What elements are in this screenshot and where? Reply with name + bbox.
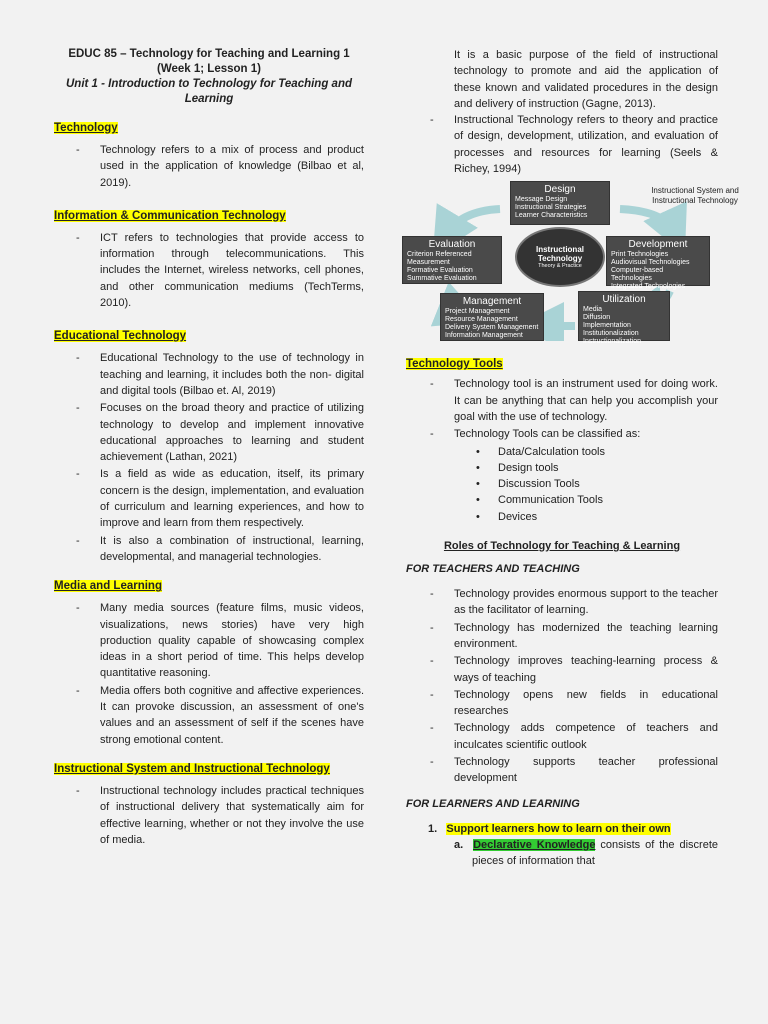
tools-list <box>406 376 718 442</box>
section-heading-technology: Technology <box>54 122 118 134</box>
teachers-list <box>406 586 718 787</box>
instructional-list <box>54 783 364 848</box>
evaluation-box: Evaluation Criterion Referenced Measurement Formative Evaluation Summative Evaluation <box>402 236 502 284</box>
technology-list <box>54 142 364 191</box>
teachers-heading: FOR TEACHERS AND TEACHING <box>406 563 580 576</box>
list-item: - It is also a combination of instructional, learning, developmental, and managerial technologies. <box>54 533 364 566</box>
list-item: - ICT refers to technologies that provide access to information through telecommunications. This includes the Internet, wireless networks, cell phones, and other communication mediums (TechTerms, 2010). <box>54 230 364 311</box>
intro-block <box>406 47 718 112</box>
media-list <box>54 600 364 748</box>
list-item: - Focuses on the broad theory and practice of utilizing technology to develop and implement innovative educational approaches to learning and student achievement (Lathan, 2021) <box>54 400 364 465</box>
list-item: - Technology provides enormous support to the teacher as the facilitator of learning. <box>406 586 718 619</box>
list-item: - Technology opens new fields in educational researches <box>406 687 718 720</box>
list-item: - Instructional Technology refers to theory and practice of design, development, utilization, and evaluation of processes and resources for learning (Seels & Richey, 1994) <box>406 112 718 177</box>
list-item: - Technology refers to a mix of process and product used in the application of knowledge (Bilbao et al, 2019). <box>54 142 364 191</box>
declarative-knowledge-term: Declarative Knowledge <box>473 838 596 851</box>
list-item: - Many media sources (feature films, music videos, visualizations, news stories) have very high production quality capable of showcasing complex ideas in a short period of time. This helps develop quantitative reasoning. <box>54 600 364 681</box>
list-item: • Discussion Tools <box>498 476 718 492</box>
list-item: • Communication Tools <box>498 492 718 508</box>
list-item: - Technology has modernized the teaching learning environment. <box>406 620 718 653</box>
list-item: - Technology adds competence of teachers and inculcates scientific outlook <box>406 720 718 753</box>
tool-classes-list <box>406 444 718 525</box>
edtech-list <box>54 350 364 565</box>
section-heading-ict: Information & Communication Technology <box>54 209 286 222</box>
center-circle: Instructional Technology Theory & Practice <box>515 227 605 287</box>
list-item: - Educational Technology to the use of technology in teaching and learning, it includes both the non- digital and digital tools (Bilbao et. Al, 2019) <box>54 350 364 399</box>
list-item: - Technology supports teacher professional development <box>406 754 718 787</box>
right-column <box>406 0 739 869</box>
roles-title: Roles of Technology for Teaching & Learning <box>443 540 681 553</box>
intro-paragraph: It is a basic purpose of the field of instructional technology to promote and aid the application of these known and validated procedures in the design and delivery of instruction (Gagne, 2013). <box>454 49 718 110</box>
management-box: Management Project Management Resource Management Delivery System Management Information Management <box>440 293 544 341</box>
development-box: Development Print Technologies Audiovisual Technologies Computer-based Technologies Integrated Technologies <box>606 236 710 286</box>
list-item: • Devices <box>498 509 718 525</box>
document-title: EDUC 85 – Technology for Teaching and Learning 1 (Week 1; Lesson 1) <box>68 48 350 75</box>
arrow-design-development <box>620 209 675 233</box>
list-item: - Instructional technology includes practical techniques of instructional delivery that systematically aim for effective learning, whether or not they involve the use of media. <box>54 783 364 848</box>
list-item: - Media offers both cognitive and affective experiences. It can provoke discussion, an assessment of one's values and an assessment of self if the scenes have strong emotional content. <box>54 683 364 748</box>
learners-heading: FOR LEARNERS AND LEARNING <box>406 797 580 810</box>
utilization-box: Utilization Media Diffusion Implementation Institutionalization Instructionalization <box>578 291 670 341</box>
left-column <box>54 0 364 849</box>
unit-title: Unit 1 - Introduction to Technology for Teaching and Learning <box>66 78 352 105</box>
list-item: - Technology improves teaching-learning process & ways of teaching <box>406 653 718 686</box>
section-heading-tools: Technology Tools <box>406 358 503 371</box>
ict-list <box>54 230 364 311</box>
list-item: - Technology Tools can be classified as: <box>406 426 718 442</box>
list-item: • Design tools <box>498 460 718 476</box>
learners-item-1: 1. Support learners how to learn on their own <box>428 822 671 835</box>
section-heading-instructional: Instructional System and Instructional Technology <box>54 762 330 775</box>
list-item: • Data/Calculation tools <box>498 444 718 460</box>
design-box: Design Message Design Instructional Strategies Learner Characteristics <box>510 181 610 225</box>
list-item: - Is a field as wide as education, itself, its primary concern is the design, implementation, and evaluation of curriculum and learning experiences, and how to improve and learn from them respectively. <box>54 466 364 531</box>
section-heading-edtech: Educational Technology <box>54 330 187 343</box>
intro-list <box>406 112 718 177</box>
arrow-design-evaluation <box>445 209 500 236</box>
list-item: - Technology tool is an instrument used for doing work. It can be anything that can help you accomplish your goal with the use of technology. <box>406 376 718 425</box>
learners-item-1a: a. Declarative Knowledge consists of the discrete pieces of information that <box>454 838 718 867</box>
diagram-legend: Instructional System and Instructional Technology <box>651 186 739 206</box>
section-heading-media: Media and Learning <box>54 580 162 593</box>
instructional-technology-diagram <box>400 181 740 346</box>
